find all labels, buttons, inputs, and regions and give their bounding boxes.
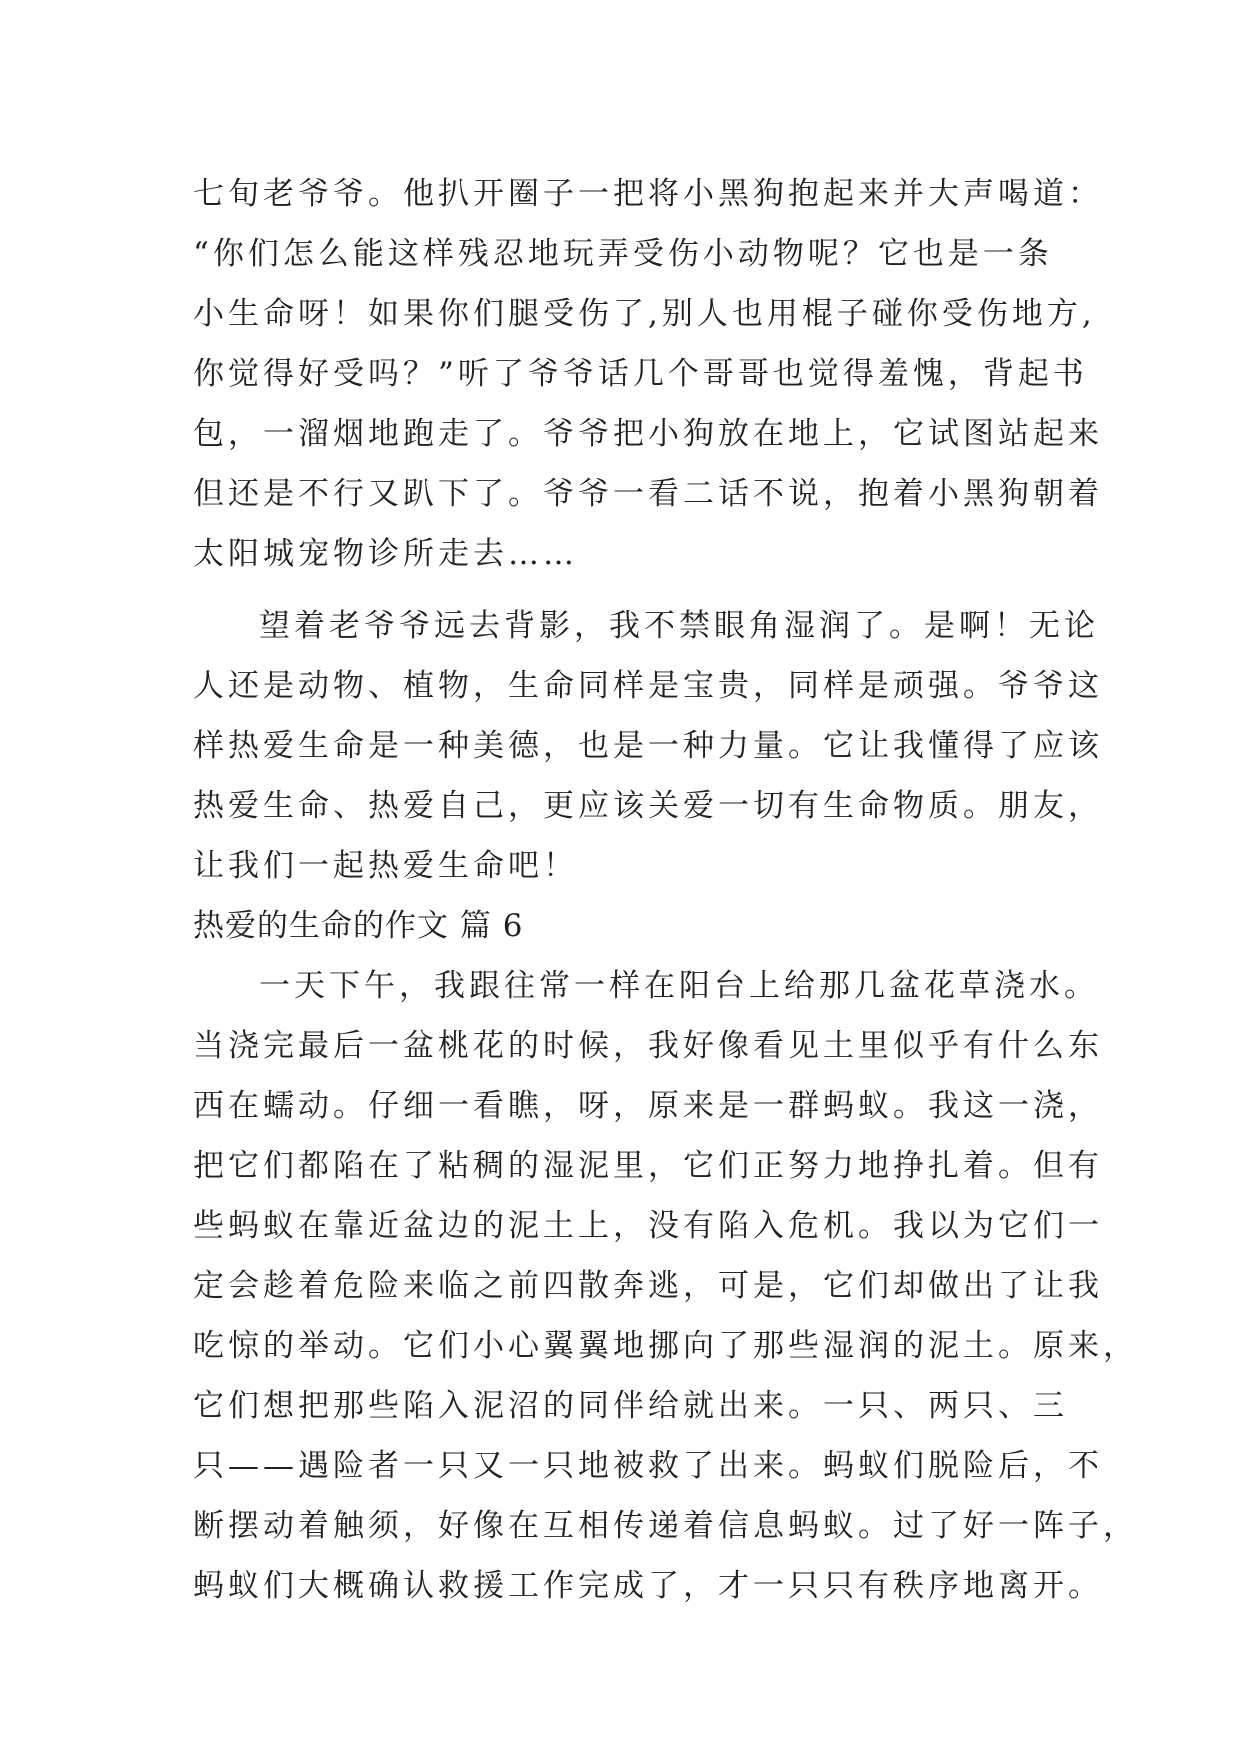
text-line: 七旬老爷爷。他扒开圈子一把将小黑狗抱起来并大声喝道： (193, 176, 1103, 212)
section-heading: 热爱的生命的作文 篇 6 (193, 908, 524, 944)
text-line: 太阳城宠物诊所走去…… (193, 536, 578, 572)
text-line: 但还是不行又趴下了。爷爷一看二话不说，抱着小黑狗朝着 (193, 476, 1103, 512)
paragraph-spacer (193, 584, 1093, 596)
text-line: 定会趁着危险来临之前四散奔逃，可是，它们却做出了让我 (193, 1268, 1103, 1304)
text-line: 望着老爷爷远去背影，我不禁眼角湿润了。是啊！无论 (259, 608, 1099, 644)
text-line: 吃惊的举动。它们小心翼翼地挪向了那些湿润的泥土。原来， (193, 1328, 1138, 1364)
text-line: 样热爱生命是一种美德，也是一种力量。它让我懂得了应该 (193, 728, 1103, 764)
text-line: 它们想把那些陷入泥沼的同伴给就出来。一只、两只、三 (193, 1388, 1068, 1424)
text-line: 些蚂蚁在靠近盆边的泥土上，没有陷入危机。我以为它们一 (193, 1208, 1103, 1244)
text-line: “你们怎么能这样残忍地玩弄受伤小动物呢？它也是一条 (193, 236, 1053, 272)
text-line: 西在蠕动。仔细一看瞧，呀，原来是一群蚂蚁。我这一浇， (193, 1088, 1103, 1124)
text-line: 把它们都陷在了粘稠的湿泥里，它们正努力地挣扎着。但有 (193, 1148, 1103, 1184)
text-line: 让我们一起热爱生命吧！ (193, 848, 578, 884)
paragraph-1 (193, 164, 1103, 584)
text-line: 断摆动着触须，好像在互相传递着信息蚂蚁。过了好一阵子， (193, 1508, 1138, 1544)
document-body (193, 164, 1138, 1616)
text-line: 当浇完最后一盆桃花的时候，我好像看见土里似乎有什么东 (193, 1028, 1103, 1064)
text-line: 你觉得好受吗？”听了爷爷话几个哥哥也觉得羞愧，背起书 (193, 356, 1088, 392)
text-line: 只——遇险者一只又一只地被救了出来。蚂蚁们脱险后，不 (193, 1448, 1103, 1484)
text-line: 人还是动物、植物，生命同样是宝贵，同样是顽强。爷爷这 (193, 668, 1103, 704)
text-line: 蚂蚁们大概确认救援工作完成了，才一只只有秩序地离开。 (193, 1568, 1103, 1604)
paragraph-2 (193, 596, 1103, 896)
text-line: 一天下午，我跟往常一样在阳台上给那几盆花草浇水。 (259, 968, 1099, 1004)
text-line: 小生命呀！如果你们腿受伤了,别人也用棍子碰你受伤地方, (193, 296, 1096, 332)
text-line: 热爱生命、热爱自己，更应该关爱一切有生命物质。朋友， (193, 788, 1103, 824)
text-line: 包，一溜烟地跑走了。爷爷把小狗放在地上，它试图站起来 (193, 416, 1103, 452)
paragraph-3 (193, 956, 1138, 1616)
